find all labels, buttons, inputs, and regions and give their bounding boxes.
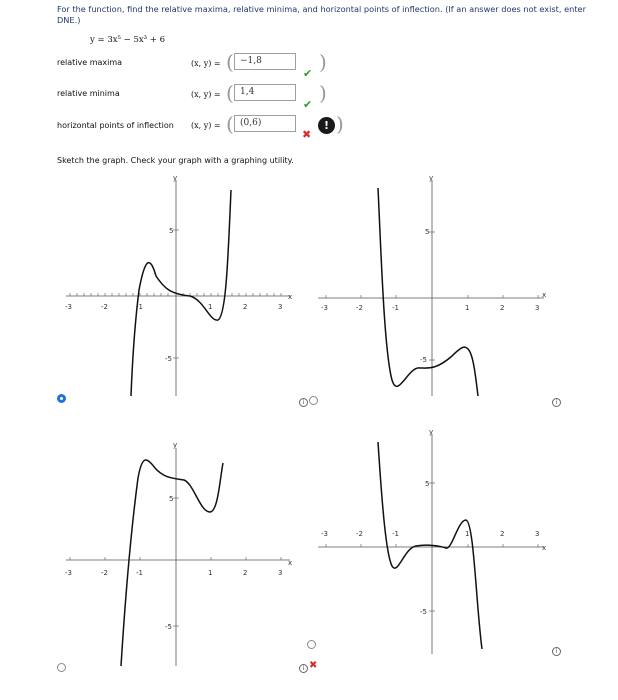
tick-label: -3 — [65, 569, 72, 577]
y-axis-label: y — [429, 428, 434, 436]
graph-c-info-icon[interactable]: i — [299, 664, 308, 673]
tick-label: -3 — [321, 530, 328, 538]
tick-label: -2 — [356, 530, 363, 538]
inflection-label: horizontal points of inflection — [57, 121, 174, 130]
graph-curve — [378, 188, 478, 396]
open-paren: ( — [226, 81, 234, 105]
graph-option-c — [60, 438, 300, 668]
y-axis-label: y — [173, 441, 178, 449]
graph-option-d — [312, 424, 552, 656]
x-axis-label: x — [288, 293, 293, 301]
tick-label: 1 — [208, 303, 213, 311]
tick-label: 2 — [243, 303, 248, 311]
correct-check-icon: ✔ — [303, 67, 313, 80]
relative-maxima-input[interactable]: −1,8 — [234, 53, 296, 70]
tick-label: -2 — [101, 569, 108, 577]
tick-label: 1 — [208, 569, 213, 577]
relative-maxima-label: relative maxima — [57, 58, 123, 67]
relative-minima-label: relative minima — [57, 89, 120, 98]
tick-label: -5 — [165, 623, 172, 631]
graph-a-info-icon[interactable]: i — [299, 398, 308, 407]
tick-label: 1 — [465, 530, 470, 538]
graph-a-radio[interactable] — [57, 394, 66, 403]
open-paren: ( — [226, 112, 234, 136]
tick-label: -2 — [356, 304, 363, 312]
tick-label: -1 — [136, 569, 143, 577]
graph-option-b — [312, 170, 552, 398]
close-paren: ) — [336, 112, 344, 136]
x-axis-label: x — [288, 559, 293, 567]
tick-label: -5 — [420, 608, 427, 616]
sketch-instruction: Sketch the graph. Check your graph with a graphing utility. — [57, 156, 294, 165]
relative-minima-input[interactable]: 1,4 — [234, 84, 296, 101]
tick-label: 2 — [500, 530, 505, 538]
tick-label: 1 — [465, 304, 470, 312]
tick-label: -3 — [321, 304, 328, 312]
relative-maxima-xy: (x, y) = — [191, 59, 221, 68]
tick-label: 2 — [500, 304, 505, 312]
correct-check-icon: ✔ — [303, 98, 313, 111]
tick-label: -3 — [65, 303, 72, 311]
tick-label: -1 — [136, 303, 143, 311]
tick-label: -5 — [420, 356, 427, 364]
graph-b-radio[interactable] — [309, 396, 318, 405]
tick-label: 5 — [169, 495, 174, 503]
tick-label: -1 — [392, 530, 399, 538]
alert-icon[interactable]: ! — [318, 117, 335, 134]
graph-curve — [131, 190, 231, 396]
tick-label: 5 — [169, 227, 174, 235]
tick-label: 3 — [278, 303, 283, 311]
close-paren: ) — [319, 50, 327, 74]
y-axis-label: y — [173, 174, 178, 182]
relative-minima-xy: (x, y) = — [191, 90, 221, 99]
incorrect-x-icon: ✖ — [309, 660, 318, 671]
y-axis-label: y — [429, 174, 434, 182]
graph-d-info-icon[interactable]: i — [552, 647, 561, 656]
x-axis-label: x — [542, 544, 547, 552]
tick-label: -1 — [392, 304, 399, 312]
graph-b-info-icon[interactable]: i — [552, 398, 561, 407]
tick-label: -2 — [101, 303, 108, 311]
open-paren: ( — [226, 50, 234, 74]
graph-d-radio[interactable] — [307, 640, 316, 649]
tick-label: 3 — [535, 304, 540, 312]
tick-label: -5 — [165, 355, 172, 363]
function-expression: y = 3x⁵ − 5x³ + 6 — [90, 35, 166, 45]
close-paren: ) — [319, 81, 327, 105]
tick-label: 5 — [425, 228, 430, 236]
tick-label: 2 — [243, 569, 248, 577]
tick-label: 3 — [278, 569, 283, 577]
graph-c-radio[interactable] — [57, 663, 66, 672]
x-axis-label: x — [542, 291, 547, 299]
graph-curve — [121, 460, 223, 666]
inflection-xy: (x, y) = — [191, 121, 221, 130]
graph-curve — [378, 442, 482, 649]
graph-option-a — [60, 170, 300, 398]
incorrect-x-icon: ✖ — [302, 128, 312, 141]
inflection-input[interactable]: (0,6) — [234, 115, 296, 132]
question-text: For the function, find the relative maxima, relative minima, and horizontal points of inflection. (If an answer does not exist, enter DNE.) — [57, 4, 586, 25]
tick-label: 5 — [425, 480, 430, 488]
tick-label: 3 — [535, 530, 540, 538]
